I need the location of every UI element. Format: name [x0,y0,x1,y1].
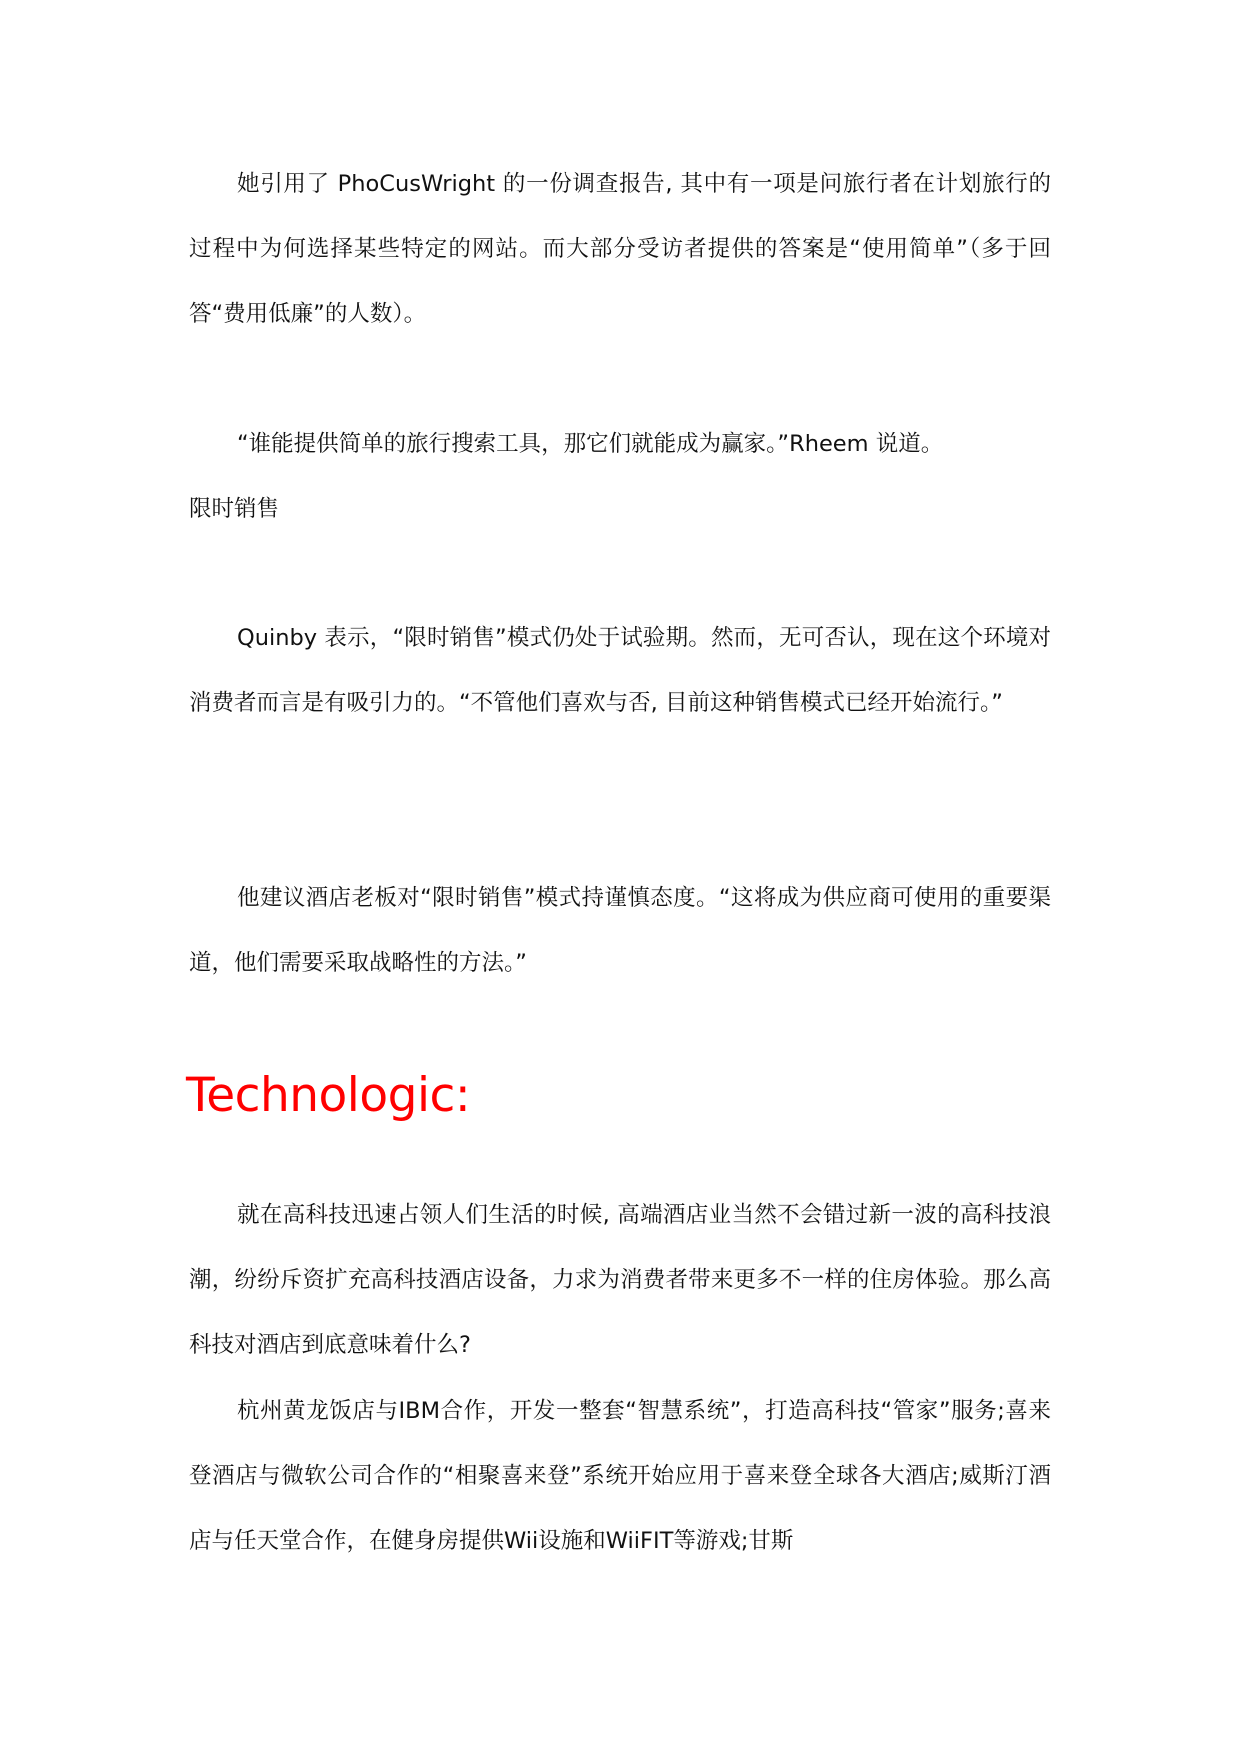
paragraph-survey: 她引用了 PhoCusWright 的一份调查报告, 其中有一项是问旅行者在计划旅行的过程中为何选择某些特定的网站。而大部分受访者提供的答案是“使用简单”（多于回答“费用低廉”的人数）。 [189,171,1051,327]
paragraph-hightech-intro: 就在高科技迅速占领人们生活的时候, 高端酒店业当然不会错过新一波的高科技浪潮，纷纷斥资扩充高科技酒店设备，力求为消费者带来更多不一样的住房体验。那么高科技对酒店到底意味着什么? [189,1202,1051,1358]
section-heading: Technologic: [186,1068,471,1123]
paragraph-rheem-quote: “谁能提供简单的旅行搜索工具，那它们就能成为赢家。”Rheem 说道。 [237,431,944,457]
subheading-flash-sale: 限时销售 [189,496,280,522]
paragraph-advice: 他建议酒店老板对“限时销售”模式持谨慎态度。“这将成为供应商可使用的重要渠道，他们需要采取战略性的方法。” [189,885,1051,976]
paragraph-quinby: Quinby 表示，“限时销售”模式仍处于试验期。然而，无可否认，现在这个环境对消费者而言是有吸引力的。“不管他们喜欢与否, 目前这种销售模式已经开始流行。” [189,625,1051,716]
paragraph-quote-block [189,412,1051,542]
paragraph-hotel-examples: 杭州黄龙饭店与IBM合作，开发一整套“智慧系统”，打造高科技“管家”服务;喜来登酒店与微软公司合作的“相聚喜来登”系统开始应用于喜来登全球各大酒店;威斯汀酒店与任天堂合作，在健身房提供Wii设施和WiiFIT等游戏;甘斯 [189,1398,1051,1554]
